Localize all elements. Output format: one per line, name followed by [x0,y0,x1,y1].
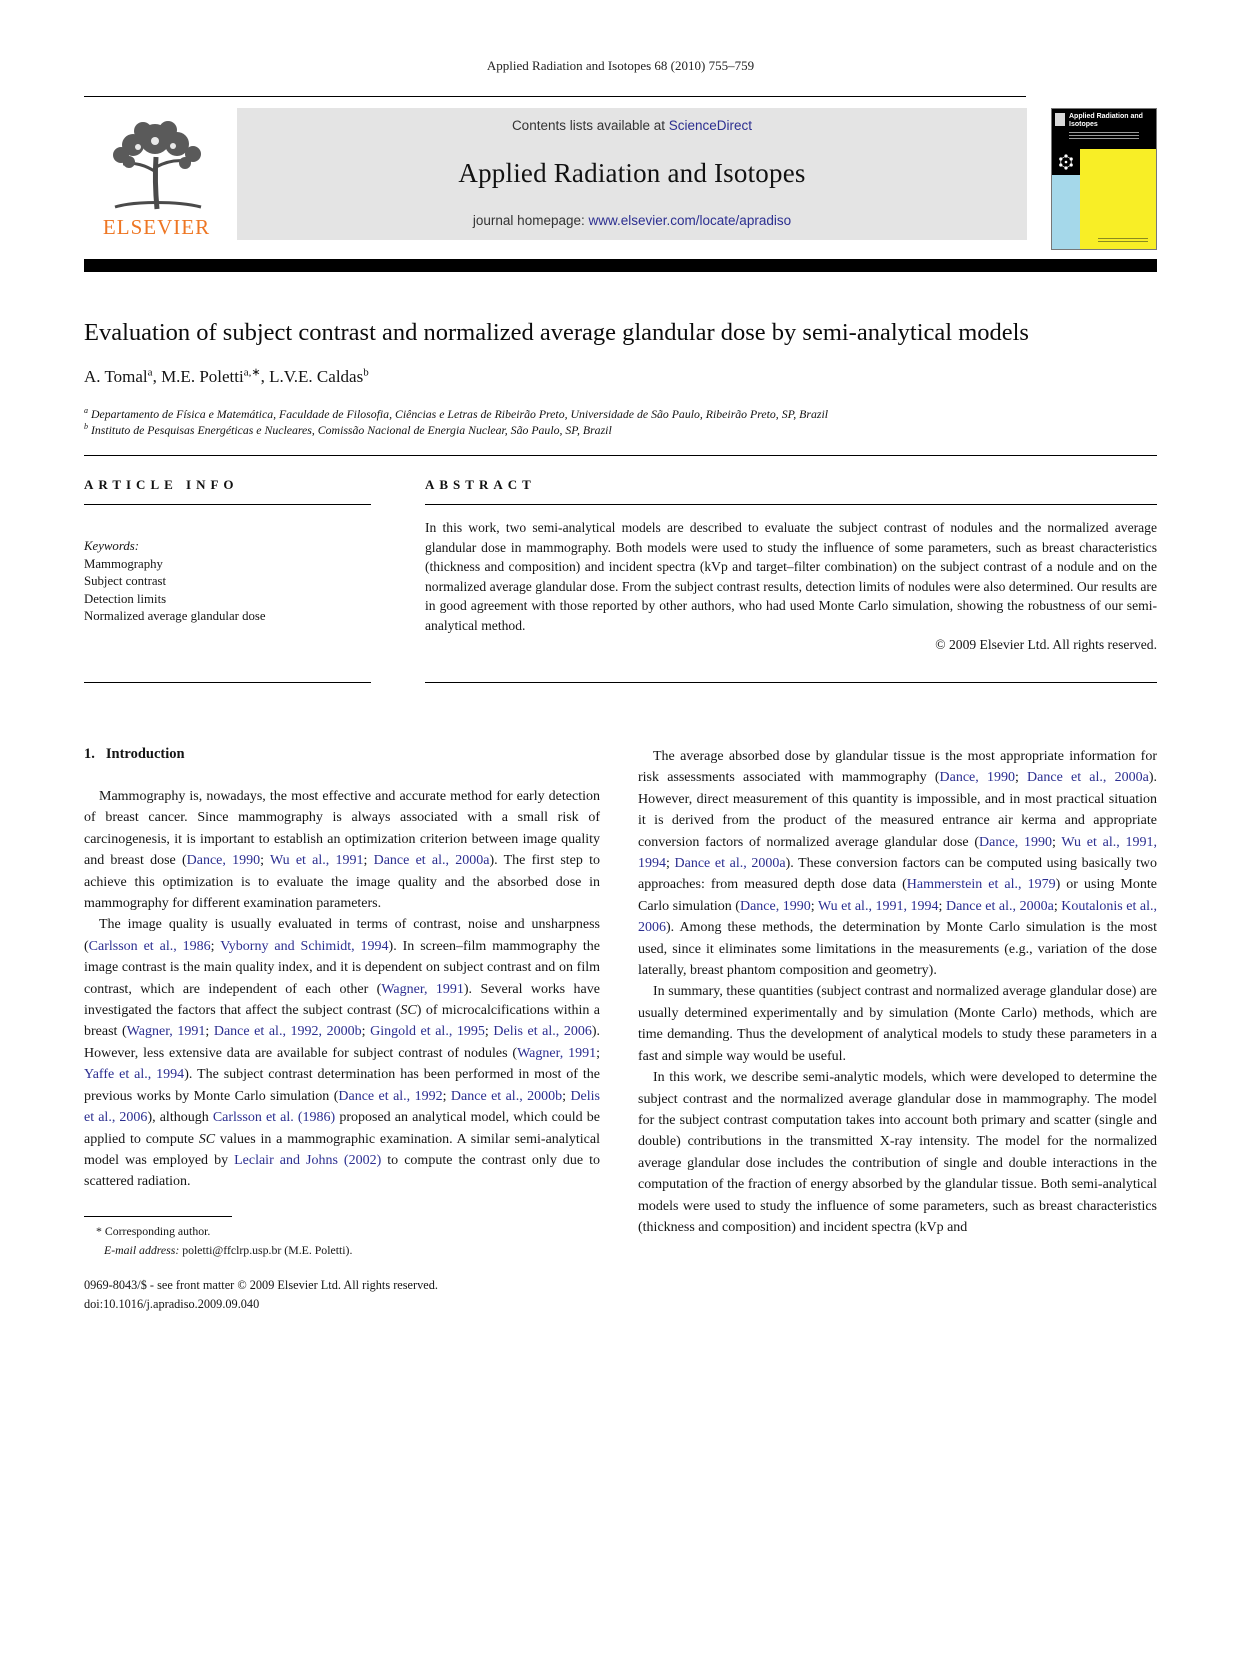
text-segment: , L.V.E. Caldas [260,367,364,386]
section-heading-introduction [84,746,600,763]
citation-link[interactable]: Dance, 1990 [979,834,1053,850]
text-segment: to compute the contrast only due to scattered radiation. [84,1152,600,1190]
text-segment: SC [400,1003,417,1019]
text-segment: ; [205,1024,214,1040]
text-segment: ; [666,856,675,872]
text-segment: A. Tomal [84,367,148,386]
citation-link[interactable]: Dance et al., 2000b [450,1088,563,1104]
article-title: Evaluation of subject contrast and normalized average glandular dose by semi-analytical models [84,319,1029,346]
superscript: a [147,366,153,379]
abstract-rule [425,504,1157,505]
affiliation-b [84,422,1157,438]
citation-link[interactable]: Vyborny and Schimidt, 1994 [220,938,389,954]
citation-link[interactable]: Dance et al., 2000a [1027,770,1149,786]
footnote-rule [84,1216,232,1217]
text-segment: ). However, less extensive data are available for subject contrast of nodules ( [84,1024,601,1061]
text-segment: ; [562,1088,571,1104]
contents-line [247,118,1017,133]
citation-link[interactable]: Wu et al., 1991, 1994 [638,834,1157,872]
body-columns [84,746,1157,1314]
citation-link[interactable]: Dance et al., 2000a [945,898,1054,914]
body-column-left [84,746,600,1314]
text-segment: ; [1014,770,1028,786]
cover-subtitle-lines [1069,132,1139,140]
text-segment: ). The first step to achieve this optimization is to evaluate the image quality and the absorbed dose in mammography for different examination parameters. [84,853,600,912]
text-segment: ; [361,1024,371,1040]
text-segment: ). In screen–film mammography the image contrast is the main quality index, and it is dependent on subject contrast and on film contrast, which are independent of each other ( [84,938,601,997]
citation-link[interactable]: Dance et al., 2000a [373,853,490,869]
text-segment: ; [442,1088,451,1104]
citation-link[interactable]: Wu et al., 1991, 1994 [817,898,939,914]
cover-atom-icon [1052,149,1080,175]
text-segment: ). The subject contrast determination has been performed in most of the previous works by Monte Carlo simulation ( [84,1067,600,1104]
text-segment: E-mail address: [104,1242,180,1257]
contents-prefix: Contents lists available at [511,118,669,133]
text-segment: The average absorbed dose by glandular tissue is the most appropriate information for risk assessments associated with mammography ( [638,749,1157,786]
citation-link[interactable]: Dance, 1990 [186,853,261,869]
title-divider-rule [84,455,1157,456]
citation-link[interactable]: Wagner, 1991 [517,1045,597,1061]
top-rule [84,96,1026,97]
cover-smallprint-lines [1098,238,1148,244]
journal-cover-thumbnail [1051,108,1157,250]
journal-banner [237,108,1027,240]
citation-link[interactable]: Delis et al., 2006 [84,1088,600,1126]
issn-line: 0969-8043/$ - see front matter © 2009 Elsevier Ltd. All rights reserved. [84,1277,438,1292]
text-segment: ; [938,898,946,914]
text-segment: Departamento de Física e Matemática, Faculdade de Filosofia, Ciências e Letras de Ribeirão Preto, Universidade de São Paulo, Ribeirão Preto, SP, Brazil [88,407,829,421]
cover-cyan-strip [1052,149,1080,250]
text-segment: ; [1052,834,1062,850]
journal-ref: Applied Radiation and Isotopes 68 (2010) 755–759 [486,58,755,73]
text-segment: ; [596,1045,600,1061]
journal-header [84,108,1157,253]
body-paragraph [84,786,600,914]
journal-title: Applied Radiation and Isotopes [458,157,806,188]
citation-link[interactable]: Wagner, 1991 [381,981,464,997]
keywords-block [84,538,371,626]
text-segment: (M.E. Poletti). [281,1242,353,1257]
citation-link[interactable]: Wu et al., 1991 [269,853,364,869]
authors-line [84,367,1157,387]
keyword-item: Mammography [84,556,163,571]
citation-link[interactable]: Wagner, 1991 [126,1024,206,1040]
body-paragraph [638,1067,1157,1238]
keyword-item: Detection limits [84,591,167,606]
section-title: Introduction [105,746,185,762]
text-segment: * Corresponding author. [96,1223,211,1238]
text-segment: The image quality is usually evaluated in terms of contrast, noise and unsharpness ( [84,917,600,954]
cover-elsevier-mini-icon [1055,113,1065,126]
text-segment: , M.E. Poletti [152,367,244,386]
abstract-text: In this work, two semi-analytical models are described to evaluate the subject contrast of nodules and the normalized average glandular dose in mammography. Both models were used to study the influence of some parameters, such as breast characteristics (thickness and composition) and incident spectra (kVp and target–filter combination) on the subject contrast of a nodule and on the normalized average glandular dose. From the subject contrast results, detection limits of nodules were also determined. Our results are in good agreement with those reported by other authors, who had used Monte Carlo simulation, showing the robustness of our semi-analytical method. [425,520,1157,633]
affiliation-a [84,406,1157,422]
article-info-column [84,477,371,683]
text-segment: ; [210,938,221,954]
header-divider-bar [84,259,1157,272]
citation-link[interactable]: Dance et al., 2000a [674,856,786,872]
cover-title: Applied Radiation and Isotopes [1069,113,1143,128]
elsevier-logo [84,108,229,240]
text-segment: ), although [147,1110,213,1126]
text-segment: SC [198,1131,216,1147]
superscript: b [363,366,369,379]
sciencedirect-link[interactable]: ScienceDirect [668,118,753,133]
body-paragraph [638,981,1157,1067]
text-segment: ) of microcalcifications within a breast ( [84,1003,600,1040]
affiliations [84,406,1157,438]
homepage-line [247,213,1017,228]
text-segment: In this work, we describe semi-analytic models, which were developed to determine the subject contrast and the normalized average glandular dose in mammography. The model for the subject contrast computation takes into account both primary and scatter (single and double) contributions in the transmitted X-ray intensity. The model for the normalized average glandular dose includes the contribution of single and double interactions in the computation of the fraction of energy absorbed by the glandular tissue. Both semi-analytical models were used to study the influence of some parameters, such as breast characteristics (thickness and composition) and incident spectra (kVp and [638,1070,1157,1235]
citation-link[interactable]: Dance, 1990 [939,770,1015,786]
citation-link[interactable]: Dance et al., 1992 [338,1088,443,1104]
text-segment: ; [484,1024,494,1040]
text-segment: ) or using Monte Carlo simulation ( [638,877,1157,914]
citation-link[interactable]: Carlsson et al., 1986 [88,938,211,954]
keywords-label: Keywords: [84,539,139,553]
text-segment: ). Among these methods, the determination by Monte Carlo simulation is the most used, since it eliminates some limitations in the measurements (e.g., variation of the dose laterally, breast phantom composition and geometry). [638,920,1157,979]
text-segment: In summary, these quantities (subject contrast and normalized average glandular dose) are usually determined experimentally and by simulation (Monte Carlo) methods, which are time demanding. Thus the development of analytical models to study these parameters in a fast and simple way would be useful. [638,984,1157,1064]
abstract-heading: ABSTRACT [425,477,536,492]
homepage-prefix: journal homepage: [472,213,589,228]
cover-body [1052,149,1156,250]
superscript: a,∗ [243,366,261,379]
keyword-item: Normalized average glandular dose [84,609,266,623]
text-segment: ; [260,853,270,869]
elsevier-wordmark: ELSEVIER [102,215,211,239]
citation-link[interactable]: Dance, 1990 [739,898,811,914]
email-note [84,1241,600,1260]
abstract-column [425,477,1157,683]
citation-link[interactable]: Carlsson et al. (1986) [212,1110,336,1126]
citation-link[interactable]: Yaffe et al., 1994 [84,1067,185,1083]
superscript: b [84,422,88,432]
elsevier-tree-icon [105,117,209,213]
email-link[interactable]: poletti@ffclrp.usp.br [182,1242,282,1257]
text-segment: ; [363,853,374,869]
body-column-right [638,746,1157,1314]
citation-link[interactable]: Dance et al., 1992, 2000b [213,1024,362,1040]
imprint-block [84,1276,600,1314]
citation-link[interactable]: Delis et al., 2006 [493,1024,592,1040]
article-info-heading: ARTICLE INFO [84,477,239,492]
abstract-copyright: © 2009 Elsevier Ltd. All rights reserved. [935,636,1157,652]
cover-yellow-area [1080,149,1156,250]
citation-link[interactable]: Leclair and Johns (2002) [234,1152,382,1168]
corresponding-author-note [84,1222,600,1241]
body-paragraph [638,746,1157,981]
body-paragraph [84,914,600,1192]
info-abstract-section [84,477,1157,683]
doi-line: doi:10.1016/j.apradiso.2009.09.040 [84,1296,260,1311]
text-segment: ). However, direct measurement of this quantity is impossible, and in most practical situation it is derived from the product of the measured entrance air kerma and appropriate conversion factors of normalized average glandular dose ( [638,770,1157,850]
text-segment: values in a mammographic examination. A similar semi-analytical model was employed by [84,1131,600,1168]
keyword-item: Subject contrast [84,574,167,588]
superscript: a [84,406,88,416]
text-segment: Instituto de Pesquisas Energéticas e Nucleares, Comissão Nacional de Energia Nuclear, São Paulo, SP, Brazil [88,423,612,437]
citation-link[interactable]: Hammerstein et al., 1979 [906,877,1056,893]
text-segment: ; [810,898,818,914]
citation-link[interactable]: Gingold et al., 1995 [370,1024,485,1040]
footnote-block [84,1222,600,1260]
journal-homepage-link[interactable]: www.elsevier.com/locate/apradiso [588,213,792,228]
text-segment: ). These conversion factors can be computed using basically two approaches: from measured depth dose data ( [638,856,1157,893]
text-segment: ; [1053,898,1062,914]
citation-link[interactable]: Koutalonis et al., 2006 [638,898,1157,936]
section-number: 1. [84,746,95,762]
article-info-rule [84,504,371,505]
text-segment: Mammography is, nowadays, the most effective and accurate method for early detection of breast cancer. Since mammography is always associated with a small risk of carcinogenesis, it is important to establish an optimization criterion between image quality and breast dose ( [84,789,600,869]
cover-header-band [1052,109,1156,149]
text-segment: ). Several works have investigated the factors that affect the subject contrast ( [84,981,600,1019]
text-segment: proposed an analytical model, which could be applied to compute [84,1110,601,1147]
